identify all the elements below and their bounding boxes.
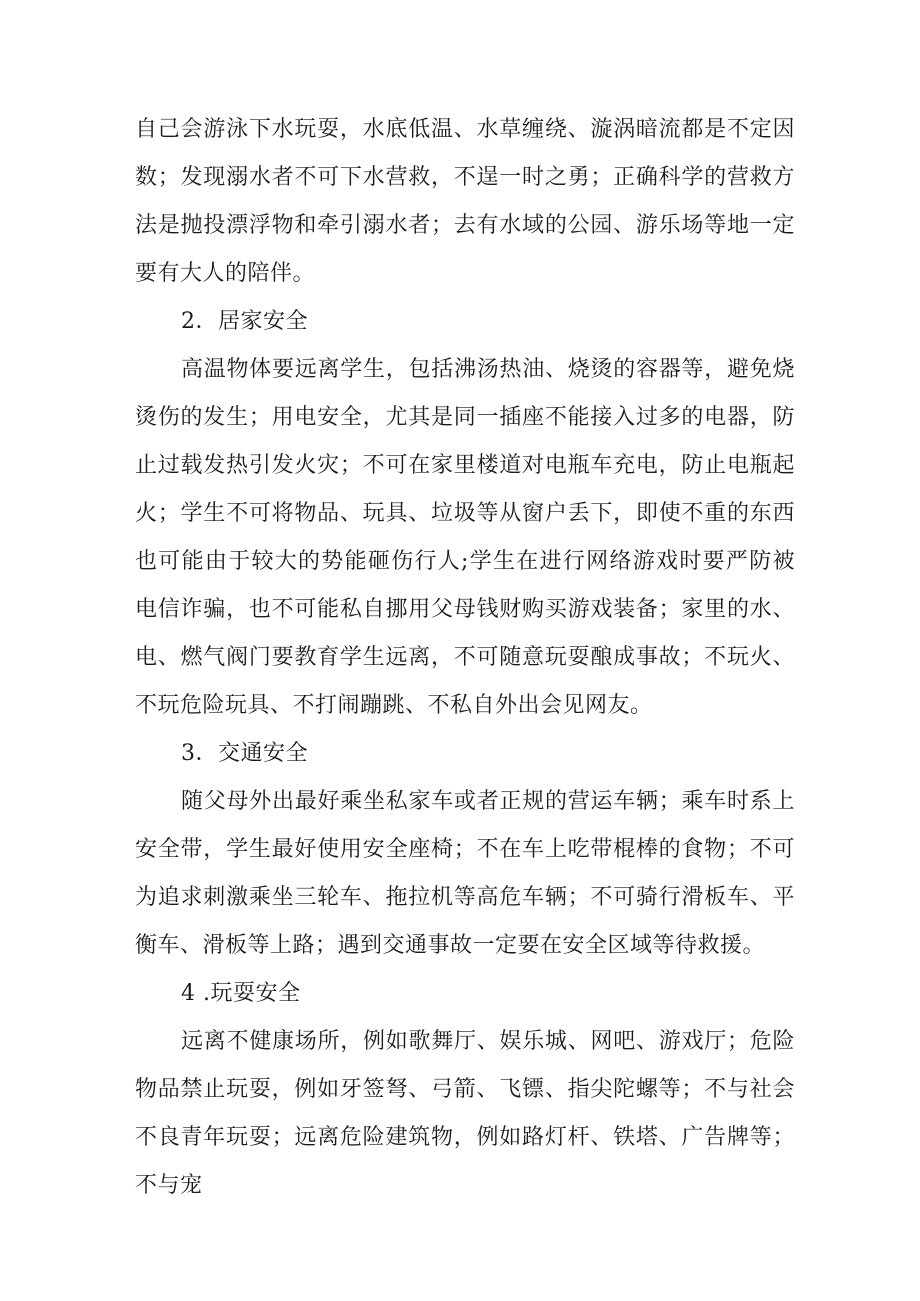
heading-home-safety: 2．居家安全 [181, 309, 308, 334]
paragraph-traffic-safety: 随父母外出最好乘坐私家车或者正规的营运车辆；乘车时系上安全带，学生最好使用安全座椅；不在车上吃带棍棒的食物；不可为追求刺激乘坐三轮车、拖拉机等高危车辆；不可骑行滑板车、平衡车、滑板等上路；遇到交通事故一定要在安全区域等待救援。 [135, 789, 795, 958]
paragraph-home-safety: 高温物体要远离学生，包括沸汤热油、烧烫的容器等，避免烧烫伤的发生；用电安全，尤其是同一插座不能接入过多的电器，防止过载发热引发火灾；不可在家里楼道对电瓶车充电，防止电瓶起火；学生不可将物品、玩具、垃圾等从窗户丢下，即使不重的东西也可能由于较大的势能砸伤行人;学生在进行网络游戏时要严防被电信诈骗，也不可能私自挪用父母钱财购买游戏装备；家里的水、电、燃气阀门要教育学生远离，不可随意玩耍酿成事故；不玩火、不玩危险玩具、不打闹蹦跳、不私自外出会见网友。 [135, 357, 795, 718]
heading-traffic-safety: 3．交通安全 [181, 741, 308, 766]
heading-play-safety: 4 .玩耍安全 [181, 981, 301, 1006]
document-body [135, 106, 795, 1210]
paragraph-water-safety: 自己会游泳下水玩耍，水底低温、水草缠绕、漩涡暗流都是不定因数；发现溺水者不可下水营救，不逞一时之勇；正确科学的营救方法是抛投漂浮物和牵引溺水者；去有水域的公园、游乐场等地一定要有大人的陪伴。 [135, 117, 795, 286]
paragraph-play-safety: 远离不健康场所，例如歌舞厅、娱乐城、网吧、游戏厅；危险物品禁止玩耍，例如牙签弩、弓箭、飞镖、指尖陀螺等；不与社会不良青年玩耍；远离危险建筑物，例如路灯杆、铁塔、广告牌等；不与宠 [135, 1029, 795, 1198]
